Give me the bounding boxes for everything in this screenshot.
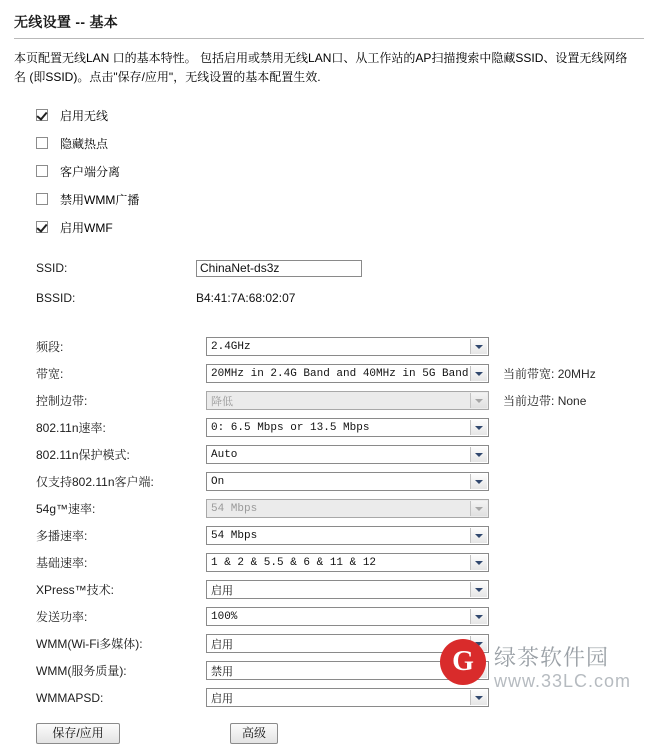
select-row-wmm-apsd (36, 684, 644, 711)
checkbox-label-client-isolation: 客户端分离 (60, 164, 121, 179)
select-label-basic-rate: 基础速率: (36, 556, 88, 570)
checkbox-row-hide-ap[interactable] (36, 129, 644, 157)
title-divider (14, 38, 644, 39)
checkbox-group (36, 101, 644, 241)
select-row-multicast-rate (36, 522, 644, 549)
select-value-band: 2.4GHz (211, 340, 251, 353)
select-wmm-multimedia[interactable] (206, 634, 489, 653)
chevron-down-icon[interactable] (470, 663, 487, 678)
select-basic-rate[interactable] (206, 553, 489, 572)
watermark-title: 绿茶软件园 (494, 645, 610, 670)
select-tx-power[interactable] (206, 607, 489, 626)
select-label-tx-power: 发送功率: (36, 610, 88, 624)
checkbox-disable-wmm-advertise[interactable] (36, 193, 48, 205)
chevron-down-icon[interactable] (470, 582, 487, 597)
select-label-wmm-apsd: WMMAPSD: (36, 690, 104, 705)
checkbox-label-enable-wireless: 启用无线 (60, 108, 109, 123)
select-row-band (36, 333, 644, 360)
select-row-bandwidth (36, 360, 644, 387)
checkbox-label-enable-wmf: 启用WMF (60, 220, 113, 235)
select-band[interactable] (206, 337, 489, 356)
select-row-wmm-qos (36, 657, 644, 684)
select-sideband (206, 391, 489, 410)
select-value-sideband: 降低 (211, 396, 233, 409)
select-value-bandwidth: 20MHz in 2.4G Band and 40MHz in 5G Band (211, 367, 469, 380)
chevron-down-icon[interactable] (470, 690, 487, 705)
select-row-sideband (36, 387, 644, 414)
advanced-button[interactable]: 高级 (230, 723, 278, 744)
note-value-current-sideband: None (557, 394, 587, 408)
checkbox-row-enable-wmf[interactable] (36, 213, 644, 241)
select-value-11n-only-client: On (211, 475, 225, 488)
select-value-wmm-qos: 禁用 (211, 666, 233, 679)
select-row-11n-only-client (36, 468, 644, 495)
bssid-value: B4:41:7A:68:02:07 (196, 291, 296, 305)
watermark-logo-icon: G (440, 639, 486, 685)
select-label-wmm-qos: WMM(服务质量): (36, 664, 127, 678)
select-value-54g-rate: 54 Mbps (211, 502, 258, 515)
select-row-xpress (36, 576, 644, 603)
page-title: 无线设置 -- 基本 (14, 14, 119, 30)
checkbox-enable-wireless[interactable] (36, 109, 48, 121)
select-row-54g-rate (36, 495, 644, 522)
select-row-11n-rate (36, 414, 644, 441)
note-current-sideband (503, 392, 586, 409)
select-value-tx-power: 100% (211, 610, 238, 623)
checkbox-row-client-isolation[interactable] (36, 157, 644, 185)
select-label-11n-rate: 802.11n速率: (36, 421, 106, 435)
ssid-row (36, 253, 644, 283)
chevron-down-icon[interactable] (470, 528, 487, 543)
select-54g-rate (206, 499, 489, 518)
select-label-54g-rate: 54g™速率: (36, 502, 96, 516)
note-value-current-bandwidth: 20MHz (557, 367, 596, 381)
select-label-sideband: 控制边带: (36, 394, 88, 408)
select-label-wmm-multimedia: WMM(Wi-Fi多媒体): (36, 637, 143, 651)
note-current-bandwidth (503, 365, 596, 382)
select-label-11n-only-client: 仅支持802.11n客户端: (36, 475, 154, 489)
select-label-11n-protection: 802.11n保护模式: (36, 448, 130, 462)
chevron-down-icon[interactable] (470, 609, 487, 624)
checkbox-row-disable-wmm-advertise[interactable] (36, 185, 644, 213)
select-value-wmm-apsd: 启用 (211, 693, 233, 706)
note-label-current-bandwidth: 当前带宽: (503, 367, 555, 381)
save-apply-button[interactable]: 保存/应用 (36, 723, 120, 744)
checkbox-client-isolation[interactable] (36, 165, 48, 177)
page-description: 本页配置无线LAN 口的基本特性。 包括启用或禁用无线LAN口、从工作站的AP扫描搜索中隐藏SSID、设置无线网络名 (即SSID)。点击"保存/应用"，无线设置的基本配置生效. (14, 51, 628, 84)
chevron-down-icon[interactable] (470, 555, 487, 570)
select-row-11n-protection (36, 441, 644, 468)
select-value-xpress: 启用 (211, 585, 233, 598)
watermark-url: www.33LC.com (494, 671, 632, 691)
button-bar (36, 723, 644, 744)
select-label-xpress: XPress™技术: (36, 583, 115, 597)
select-xpress[interactable] (206, 580, 489, 599)
chevron-down-icon (470, 501, 487, 516)
select-wmm-apsd[interactable] (206, 688, 489, 707)
select-value-multicast-rate: 54 Mbps (211, 529, 258, 542)
select-11n-only-client[interactable] (206, 472, 489, 491)
chevron-down-icon[interactable] (470, 474, 487, 489)
ssid-label: SSID: (36, 261, 68, 275)
chevron-down-icon[interactable] (470, 366, 487, 381)
checkbox-enable-wmf[interactable] (36, 221, 48, 233)
chevron-down-icon[interactable] (470, 339, 487, 354)
bssid-label: BSSID: (36, 291, 76, 305)
select-bandwidth[interactable] (206, 364, 489, 383)
checkbox-label-disable-wmm-advertise: 禁用WMM广播 (60, 192, 140, 207)
select-11n-protection[interactable] (206, 445, 489, 464)
select-row-wmm-multimedia (36, 630, 644, 657)
select-value-11n-protection: Auto (211, 448, 238, 461)
select-label-multicast-rate: 多播速率: (36, 529, 88, 543)
select-row-basic-rate (36, 549, 644, 576)
chevron-down-icon[interactable] (470, 447, 487, 462)
select-value-wmm-multimedia: 启用 (211, 639, 233, 652)
select-label-band: 频段: (36, 340, 64, 354)
select-value-11n-rate: 0: 6.5 Mbps or 13.5 Mbps (211, 421, 370, 434)
select-row-tx-power (36, 603, 644, 630)
checkbox-row-enable-wireless[interactable] (36, 101, 644, 129)
chevron-down-icon[interactable] (470, 420, 487, 435)
select-multicast-rate[interactable] (206, 526, 489, 545)
chevron-down-icon (470, 393, 487, 408)
chevron-down-icon[interactable] (470, 636, 487, 651)
select-value-basic-rate: 1 & 2 & 5.5 & 6 & 11 & 12 (211, 556, 377, 569)
select-11n-rate[interactable] (206, 418, 489, 437)
checkbox-hide-ap[interactable] (36, 137, 48, 149)
bssid-row (36, 283, 644, 313)
select-label-bandwidth: 带宽: (36, 367, 64, 381)
note-label-current-sideband: 当前边带: (503, 394, 555, 408)
select-wmm-qos[interactable] (206, 661, 489, 680)
checkbox-label-hide-ap: 隐藏热点 (60, 136, 109, 151)
ssid-input[interactable] (196, 260, 362, 277)
